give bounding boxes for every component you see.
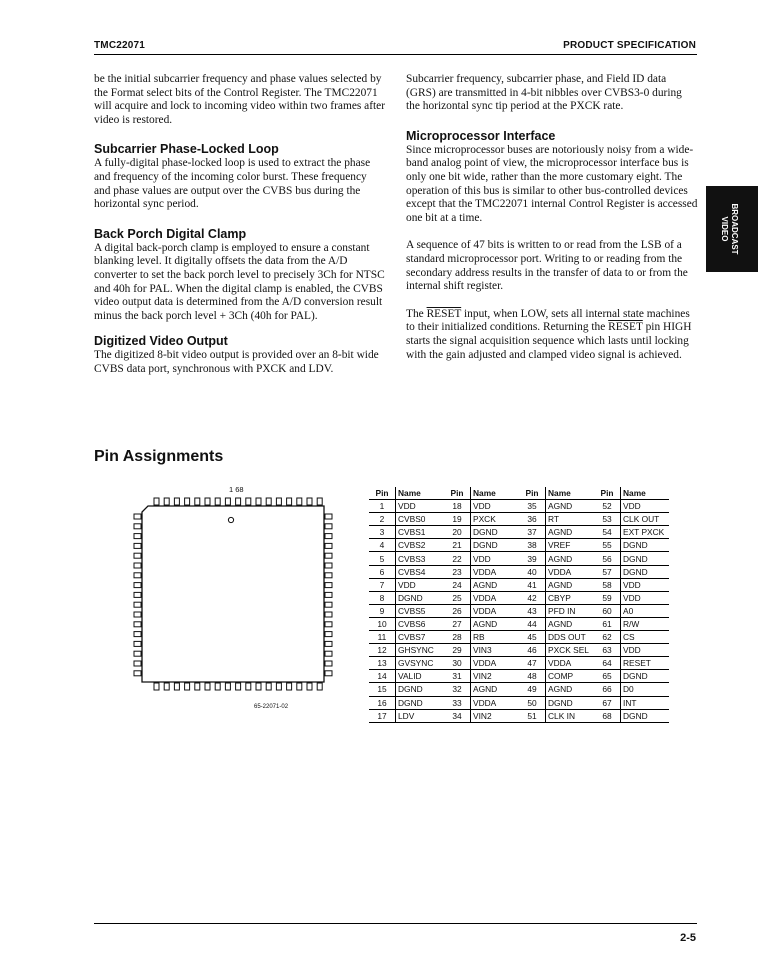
chip-pin: [205, 498, 210, 505]
table-row: [369, 670, 669, 683]
video-output-paragraph: The digitized 8-bit video output is provided over an 8-bit wide CVBS data port, synchronous with PXCK and LDV.: [94, 349, 379, 375]
pin-table-header-cell: Pin: [594, 487, 621, 500]
chip-pin: [325, 651, 332, 656]
chip-pin: [317, 683, 322, 690]
chip-body: [142, 506, 324, 682]
pin-name: PXCK SEL: [546, 644, 595, 657]
chip-pin: [276, 683, 281, 690]
pin-number: 40: [519, 565, 546, 578]
pin-number: 68: [594, 709, 621, 722]
pin-assignments-title: Pin Assignments: [94, 448, 224, 465]
chip-pin: [325, 622, 332, 627]
pin-number: 54: [594, 526, 621, 539]
chip-pin: [134, 602, 141, 607]
pin-name: VDD: [396, 500, 445, 513]
pin-name: DGND: [396, 683, 445, 696]
chip-pin: [134, 671, 141, 676]
pin-name: CS: [621, 631, 670, 644]
pin-number: 5: [369, 552, 396, 565]
chip-pin: [325, 602, 332, 607]
chip-pin: [276, 498, 281, 505]
pin-name: AGND: [546, 526, 595, 539]
pin-name: VDD: [621, 578, 670, 591]
pin-name: DGND: [621, 565, 670, 578]
pin-number: 19: [444, 513, 471, 526]
pin-name: AGND: [546, 500, 595, 513]
pin-name: COMP: [546, 670, 595, 683]
pin-name: VDD: [396, 578, 445, 591]
chip-pin: [325, 612, 332, 617]
pin-name: VDDA: [546, 657, 595, 670]
pin-number: 9: [369, 604, 396, 617]
pin-name: RT: [546, 513, 595, 526]
pin-number: 4: [369, 539, 396, 552]
pin-name: VDDA: [471, 604, 520, 617]
pin-name: CBYP: [546, 591, 595, 604]
pll-paragraph: A fully-digital phase-locked loop is used to extract the phase and frequency of the incoming color burst. These frequency and phase values are output over the CVBS bus during the horizontal sync period.: [94, 157, 371, 211]
pin-table-body: [369, 500, 669, 723]
pin-number: 62: [594, 631, 621, 644]
chip-pin1-label: 1 68: [229, 485, 244, 494]
pin-number: 56: [594, 552, 621, 565]
pin-name: VDD: [621, 591, 670, 604]
pin-name: DDS OUT: [546, 631, 595, 644]
pin-table-header-cell: Name: [621, 487, 670, 500]
chip-pin: [325, 563, 332, 568]
chip-pin: [134, 524, 141, 529]
pin-name: VIN2: [471, 670, 520, 683]
chip-pin: [154, 683, 159, 690]
pin-name: CVBS6: [396, 617, 445, 630]
pin-name: VDDA: [471, 696, 520, 709]
reset-text-b: input, when LOW, sets all internal state machines to their initialized conditions. Returning the: [406, 307, 690, 334]
pin-number: 18: [444, 500, 471, 513]
table-row: [369, 657, 669, 670]
pin-number: 27: [444, 617, 471, 630]
reset-signal-2: RESET: [608, 321, 643, 334]
pin-table-header-cell: Pin: [519, 487, 546, 500]
chip-pin: [134, 553, 141, 558]
pin-name: VDD: [471, 500, 520, 513]
pin-number: 21: [444, 539, 471, 552]
chip-pin: [325, 543, 332, 548]
pin-name: VDD: [471, 552, 520, 565]
chip-pin: [195, 683, 200, 690]
pin-number: 2: [369, 513, 396, 526]
pin-number: 37: [519, 526, 546, 539]
pin-number: 67: [594, 696, 621, 709]
chip-pin: [174, 498, 179, 505]
pin-number: 57: [594, 565, 621, 578]
pin-number: 45: [519, 631, 546, 644]
pin-number: 60: [594, 604, 621, 617]
pin-name: VDDA: [546, 565, 595, 578]
pin-name: CVBS7: [396, 631, 445, 644]
pin-number: 6: [369, 565, 396, 578]
pin-name: DGND: [621, 552, 670, 565]
chip-pin: [266, 683, 271, 690]
pin-number: 17: [369, 709, 396, 722]
pin-table-header-cell: Pin: [369, 487, 396, 500]
chip-pin: [236, 683, 241, 690]
pin-number: 48: [519, 670, 546, 683]
chip-pin: [325, 583, 332, 588]
chip-pin: [325, 524, 332, 529]
table-row: [369, 709, 669, 722]
pin-number: 13: [369, 657, 396, 670]
pin-name: A0: [621, 604, 670, 617]
pin-number: 41: [519, 578, 546, 591]
pin-number: 8: [369, 591, 396, 604]
pin-number: 30: [444, 657, 471, 670]
table-row: [369, 578, 669, 591]
chip-pin: [134, 632, 141, 637]
pin-name: AGND: [546, 552, 595, 565]
pin-name: DGND: [621, 709, 670, 722]
table-row: [369, 696, 669, 709]
pin-table-header-cell: Name: [546, 487, 595, 500]
pin-number: 29: [444, 644, 471, 657]
chip-pin: [134, 563, 141, 568]
pin-number: 3: [369, 526, 396, 539]
pin-number: 31: [444, 670, 471, 683]
pin-number: 64: [594, 657, 621, 670]
chip-pins: [134, 498, 332, 690]
chip-pin: [266, 498, 271, 505]
pin-name: CVBS0: [396, 513, 445, 526]
section-tab-line-2: VIDEO: [720, 216, 729, 242]
pin-name: RB: [471, 631, 520, 644]
table-row: [369, 591, 669, 604]
pin-number: 59: [594, 591, 621, 604]
chip-pin: [134, 534, 141, 539]
pin-number: 46: [519, 644, 546, 657]
chip-pin: [325, 553, 332, 558]
pin-name: CLK IN: [546, 709, 595, 722]
reset-paragraph: [406, 308, 698, 362]
pin-number: 65: [594, 670, 621, 683]
chip-pin: [134, 612, 141, 617]
chip-pin: [325, 632, 332, 637]
section-tab-label: [719, 203, 739, 254]
pin-number: 1: [369, 500, 396, 513]
pin-number: 58: [594, 578, 621, 591]
pin-name: VDDA: [471, 591, 520, 604]
pin-number: 7: [369, 578, 396, 591]
clamp-heading: Back Porch Digital Clamp: [94, 226, 247, 241]
pin-number: 34: [444, 709, 471, 722]
table-row: [369, 565, 669, 578]
chip-pin: [307, 498, 312, 505]
pin-number: 28: [444, 631, 471, 644]
pin-name: CVBS4: [396, 565, 445, 578]
plcc-package-diagram: [128, 484, 338, 700]
chip-pin: [246, 683, 251, 690]
chip-pin: [215, 498, 220, 505]
pin-number: 43: [519, 604, 546, 617]
chip-pin: [287, 498, 292, 505]
reset-signal-1: RESET: [426, 307, 462, 320]
chip-pin: [297, 683, 302, 690]
pin-number: 47: [519, 657, 546, 670]
pin-table-header-cell: Name: [471, 487, 520, 500]
pin-name: D0: [621, 683, 670, 696]
section-tab-line-1: BROADCAST: [730, 203, 739, 255]
pin-number: 36: [519, 513, 546, 526]
pin-table-header: [369, 487, 669, 500]
chip-pin: [325, 573, 332, 578]
chip-pin: [174, 683, 179, 690]
chip-pin: [134, 622, 141, 627]
pin-number: 10: [369, 617, 396, 630]
pin-name: INT: [621, 696, 670, 709]
chip-pin: [325, 514, 332, 519]
chip-pin: [325, 534, 332, 539]
pin-name: VALID: [396, 670, 445, 683]
pin-name: DGND: [396, 696, 445, 709]
chip-pin: [236, 498, 241, 505]
header-part-number: TMC22071: [94, 40, 146, 51]
table-row: [369, 631, 669, 644]
pin-number: 14: [369, 670, 396, 683]
micro-heading: Microprocessor Interface: [406, 128, 556, 143]
pin-number: 12: [369, 644, 396, 657]
table-row: [369, 644, 669, 657]
pin-number: 26: [444, 604, 471, 617]
pin-name: AGND: [546, 578, 595, 591]
pin-number: 16: [369, 696, 396, 709]
chip-pin: [134, 651, 141, 656]
chip-pin: [134, 583, 141, 588]
pin-number: 24: [444, 578, 471, 591]
pin-name: DGND: [471, 539, 520, 552]
pin-name: AGND: [546, 617, 595, 630]
pin-number: 11: [369, 631, 396, 644]
pin-table-header-cell: Name: [396, 487, 445, 500]
pin-name: VDDA: [471, 657, 520, 670]
pin-number: 22: [444, 552, 471, 565]
pin-name: EXT PXCK: [621, 526, 670, 539]
pin-name: DGND: [621, 670, 670, 683]
video-output-heading: Digitized Video Output: [94, 334, 228, 349]
footer-rule: [94, 923, 697, 924]
pin-name: CLK OUT: [621, 513, 670, 526]
right-column: [406, 73, 698, 362]
pin-number: 61: [594, 617, 621, 630]
table-row: [369, 500, 669, 513]
pin-number: 15: [369, 683, 396, 696]
chip-pin: [325, 661, 332, 666]
chip-pin: [256, 683, 261, 690]
chip-pin: [134, 543, 141, 548]
pin-number: 50: [519, 696, 546, 709]
chip-pin: [246, 498, 251, 505]
chip-pin: [225, 498, 230, 505]
pin-name: AGND: [546, 683, 595, 696]
pin-name: DGND: [471, 526, 520, 539]
chip-pin: [164, 498, 169, 505]
pin-name: CVBS2: [396, 539, 445, 552]
chip-pin: [134, 661, 141, 666]
pin-number: 44: [519, 617, 546, 630]
chip-pin: [317, 498, 322, 505]
figure-id: 65-22071-02: [254, 704, 289, 710]
table-row: [369, 539, 669, 552]
pin-name: LDV: [396, 709, 445, 722]
chip-pin: [185, 683, 190, 690]
pin-number: 39: [519, 552, 546, 565]
pin-number: 25: [444, 591, 471, 604]
chip-pin: [225, 683, 230, 690]
chip-pin: [325, 671, 332, 676]
left-column: [94, 73, 386, 377]
pin-name: PFD IN: [546, 604, 595, 617]
pin1-indicator-icon: [228, 517, 233, 522]
pin-number: 52: [594, 500, 621, 513]
pin-number: 51: [519, 709, 546, 722]
pin-table-header-cell: Pin: [444, 487, 471, 500]
pin-number: 23: [444, 565, 471, 578]
chip-pin: [325, 641, 332, 646]
reset-text-a: The: [406, 307, 427, 320]
table-row: [369, 683, 669, 696]
table-row: [369, 526, 669, 539]
chip-pin: [205, 683, 210, 690]
pin-name: VIN3: [471, 644, 520, 657]
micro-paragraph-1: Since microprocessor buses are notoriously noisy from a wide-band analog point of view, the microprocessor interface bus is only one bit wide, rather than the more customary eight. The operation of this bus is similar to other bus-controlled devices except that the TMC22071 internal Control Register is accessed one bit at a time.: [406, 143, 698, 224]
micro-paragraph-2: A sequence of 47 bits is written to or read from the LSB of a standard microprocessor port. Writing to or reading from the secondary address results in the transfer of data to or from the internal shift register.: [406, 239, 688, 293]
chip-pin: [154, 498, 159, 505]
pin-number: 35: [519, 500, 546, 513]
pin-name: VDDA: [471, 565, 520, 578]
chip-pin: [134, 641, 141, 646]
pin-name: CVBS3: [396, 552, 445, 565]
pin-name: GVSYNC: [396, 657, 445, 670]
pin-number: 33: [444, 696, 471, 709]
clamp-paragraph: A digital back-porch clamp is employed to ensure a constant blanking level. It digitally offsets the data from the A/D converter to set the back porch level to precisely 3Ch for NTSC and 40h for PAL. When the digital clamp is enabled, the CVBS video output data is determined from the A/D conversion result minus the back porch level + 3Ch (40h for PAL).: [94, 241, 385, 322]
chip-pin: [297, 498, 302, 505]
pin-name: CVBS1: [396, 526, 445, 539]
pin-name: VIN2: [471, 709, 520, 722]
pin-number: 20: [444, 526, 471, 539]
pin-number: 63: [594, 644, 621, 657]
pin-name: DGND: [546, 696, 595, 709]
grs-paragraph: Subcarrier frequency, subcarrier phase, and Field ID data (GRS) are transmitted in 4-bit nibbles over CVBS3-0 during the horizontal sync tip period at the PXCK rate.: [406, 73, 682, 113]
chip-pin: [325, 592, 332, 597]
pin-name: AGND: [471, 617, 520, 630]
page-number: 2-5: [680, 932, 696, 944]
pin-number: 38: [519, 539, 546, 552]
pin-name: DGND: [396, 591, 445, 604]
header-rule: [94, 54, 697, 55]
pin-number: 49: [519, 683, 546, 696]
chip-pin: [195, 498, 200, 505]
pin-name: PXCK: [471, 513, 520, 526]
table-row: [369, 617, 669, 630]
table-row: [369, 604, 669, 617]
chip-pin: [185, 498, 190, 505]
pin-name: GHSYNC: [396, 644, 445, 657]
pin-name: RESET: [621, 657, 670, 670]
pin-name: CVBS5: [396, 604, 445, 617]
pin-name: R/W: [621, 617, 670, 630]
pin-number: 42: [519, 591, 546, 604]
chip-pin: [134, 573, 141, 578]
chip-pin: [134, 514, 141, 519]
chip-pin: [287, 683, 292, 690]
intro-paragraph: be the initial subcarrier frequency and phase values selected by the Format select bits of the Control Register. The TMC22071 will acquire and lock to incoming video within two frames after video is restored.: [94, 73, 386, 126]
pin-name: VDD: [621, 644, 670, 657]
pin-name: VDD: [621, 500, 670, 513]
chip-pin: [307, 683, 312, 690]
pin-table: [369, 487, 669, 723]
pin-number: 53: [594, 513, 621, 526]
pll-heading: Subcarrier Phase-Locked Loop: [94, 142, 279, 157]
chip-pin: [215, 683, 220, 690]
pin-number: 32: [444, 683, 471, 696]
pin-name: DGND: [621, 539, 670, 552]
pin-number: 55: [594, 539, 621, 552]
pin-name: VREF: [546, 539, 595, 552]
pin-number: 66: [594, 683, 621, 696]
reset-text-c: pin HIGH starts the signal acquisition sequence which lasts until locking with the gain adjusted and clamped video signal is achieved.: [406, 321, 692, 361]
chip-pin: [256, 498, 261, 505]
pin-name: AGND: [471, 578, 520, 591]
chip-pin: [164, 683, 169, 690]
header-doc-type: PRODUCT SPECIFICATION: [563, 40, 696, 51]
table-row: [369, 552, 669, 565]
pin-name: AGND: [471, 683, 520, 696]
chip-pin: [134, 592, 141, 597]
table-row: [369, 513, 669, 526]
